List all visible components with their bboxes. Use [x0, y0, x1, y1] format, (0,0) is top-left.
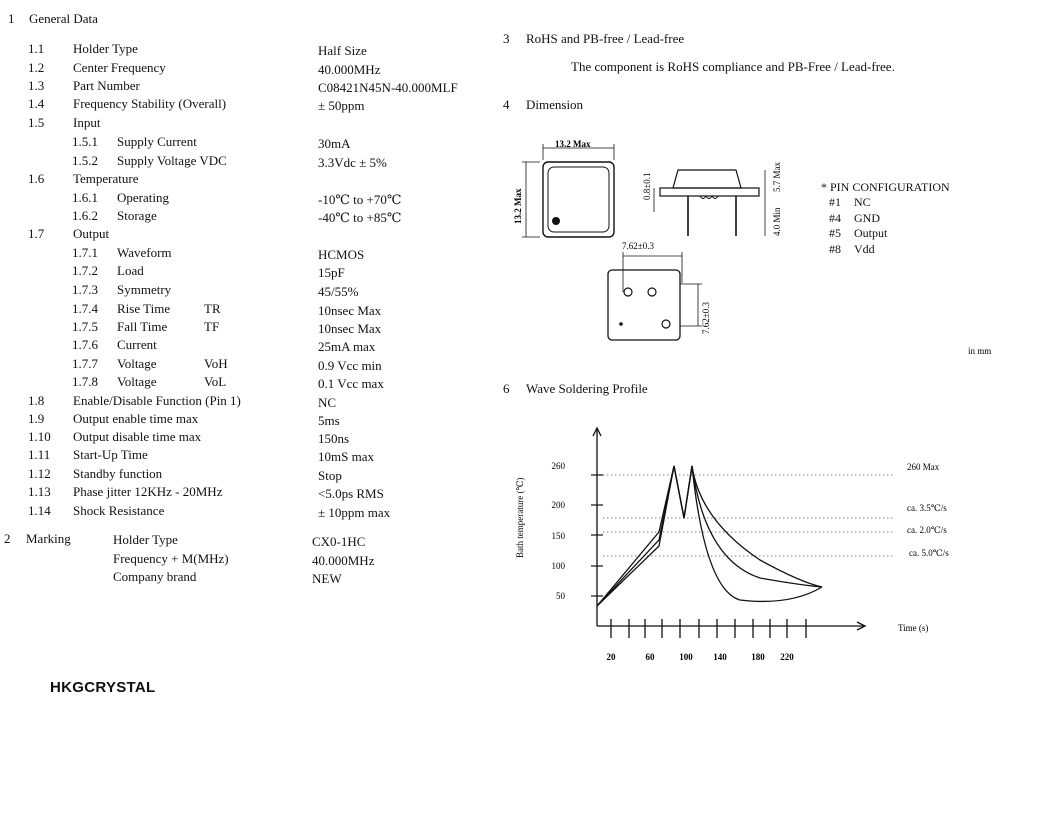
spec-value: Half Size	[318, 43, 367, 58]
spec-label: Output	[73, 226, 110, 241]
spec-symbol: VoH	[204, 356, 228, 371]
dim-pin-spacing-x-label: 7.62±0.3	[622, 241, 654, 251]
marking-value: 40.000MHz	[312, 553, 375, 568]
spec-label: Output disable time max	[73, 429, 202, 444]
spec-number: 1.6.1	[72, 190, 98, 205]
x-tick-label: 220	[780, 652, 794, 662]
y-tick-label: 200	[551, 500, 565, 510]
pin-number: #1	[829, 195, 841, 209]
spec-value: 10nsec Max	[318, 321, 382, 336]
section-2-number: 2	[4, 531, 11, 546]
spec-number: 1.7.2	[72, 263, 98, 278]
spec-number: 1.6	[28, 171, 45, 186]
y-tick-label: 260	[551, 461, 565, 471]
dim-pin-spacing-y-label: 7.62±0.3	[701, 302, 711, 334]
spec-value: Stop	[318, 468, 342, 483]
y-axis-label: Bath temperature (℃)	[515, 477, 525, 558]
spec-value: ± 50ppm	[318, 98, 365, 113]
spec-value: 25mA max	[318, 339, 376, 354]
spec-number: 1.7.6	[72, 337, 98, 352]
marking-label: Frequency + M(MHz)	[113, 551, 229, 566]
section-6-number: 6	[503, 381, 510, 396]
spec-number: 1.2	[28, 60, 45, 75]
company-brand-logo: HKGCRYSTAL	[50, 679, 156, 696]
spec-value: 150ns	[318, 431, 350, 446]
profile-series-line	[597, 466, 822, 606]
spec-value: 10nsec Max	[318, 303, 382, 318]
spec-label: Supply Voltage VDC	[117, 153, 227, 168]
spec-number: 1.1	[28, 41, 45, 56]
section-3-number: 3	[503, 31, 510, 46]
spec-symbol: VoL	[204, 374, 227, 389]
spec-label: Voltage	[117, 374, 157, 389]
spec-label: Center Frequency	[73, 60, 166, 75]
spec-value: HCMOS	[318, 247, 365, 262]
pin-name: Vdd	[854, 241, 875, 256]
x-tick-label: 20	[606, 652, 616, 662]
spec-value: -40℃ to +85℃	[318, 210, 402, 225]
spec-number: 1.10	[28, 429, 51, 444]
spec-label: Current	[117, 337, 157, 352]
pin-number: #5	[829, 226, 841, 240]
spec-value: 0.1 Vcc max	[318, 376, 384, 391]
spec-value: 40.000MHz	[318, 62, 381, 77]
spec-value: C08421N45N-40.000MLF	[318, 80, 458, 95]
spec-label: Start-Up Time	[73, 447, 148, 462]
chart-annotation: ca. 2.0℃/s	[907, 525, 947, 535]
spec-value: 45/55%	[318, 284, 359, 299]
spec-number: 1.7.4	[72, 301, 98, 316]
spec-value: <5.0ps RMS	[318, 486, 384, 501]
x-tick-label: 140	[713, 652, 727, 662]
pin-name: NC	[854, 195, 871, 209]
spec-value: -10℃ to +70℃	[318, 192, 402, 207]
spec-label: Voltage	[117, 356, 157, 371]
spec-number: 1.7.1	[72, 245, 98, 260]
spec-value: 30mA	[318, 136, 351, 151]
y-tick-label: 100	[551, 561, 565, 571]
profile-series-line	[597, 466, 822, 606]
spec-value: ± 10ppm max	[318, 505, 391, 520]
x-tick-label: 60	[645, 652, 655, 662]
spec-value: 5ms	[318, 413, 340, 428]
spec-label: Enable/Disable Function (Pin 1)	[73, 393, 241, 408]
spec-value: 10mS max	[318, 449, 374, 464]
spec-label: Supply Current	[117, 134, 197, 149]
pin-name: Output	[854, 226, 888, 240]
y-tick-label: 50	[556, 591, 565, 601]
pin-name: GND	[854, 210, 880, 225]
dim-lead-length-label: 4.0 Min	[772, 207, 782, 236]
spec-label: Temperature	[73, 171, 139, 186]
spec-number: 1.4	[28, 96, 45, 111]
marking-value: CX0-1HC	[312, 534, 366, 549]
spec-number: 1.5.2	[72, 153, 98, 168]
section-3-title: RoHS and PB-free / Lead-free	[526, 31, 685, 46]
section-2-title: Marking	[26, 531, 71, 546]
x-tick-label: 180	[751, 652, 765, 662]
section-4-number: 4	[503, 97, 510, 112]
spec-number: 1.3	[28, 78, 45, 93]
section-1-number: 1	[8, 11, 15, 26]
spec-number: 1.9	[28, 411, 45, 426]
chart-annotation: ca. 3.5℃/s	[907, 503, 947, 513]
y-tick-label: 150	[551, 531, 565, 541]
spec-label: Shock Resistance	[73, 503, 165, 518]
spec-symbol: TR	[204, 301, 221, 316]
spec-label: Storage	[117, 208, 157, 223]
spec-number: 1.7.8	[72, 374, 98, 389]
marking-label: Holder Type	[113, 532, 178, 547]
spec-label: Fall Time	[117, 319, 168, 334]
spec-label: Output enable time max	[73, 411, 199, 426]
spec-label: Rise Time	[117, 301, 171, 316]
spec-label: Load	[117, 263, 144, 278]
spec-number: 1.14	[28, 503, 51, 518]
section-1-title: General Data	[29, 11, 98, 26]
spec-symbol: TF	[204, 319, 220, 334]
dim-lead-offset-label: 0.8±0.1	[642, 172, 652, 200]
pin-config-title: * PIN CONFIGURATION	[821, 180, 950, 194]
spec-number: 1.7.7	[72, 356, 98, 371]
pin-number: #8	[829, 241, 841, 256]
spec-label: Standby function	[73, 466, 163, 481]
spec-number: 1.12	[28, 466, 51, 481]
rohs-statement: The component is RoHS compliance and PB-Free / Lead-free.	[571, 59, 895, 74]
chart-annotation: 260 Max	[907, 462, 940, 472]
spec-value: 0.9 Vcc min	[318, 358, 382, 373]
spec-number: 1.6.2	[72, 208, 98, 223]
spec-number: 1.5	[28, 115, 45, 130]
spec-value: 15pF	[318, 265, 345, 280]
spec-number: 1.7.3	[72, 282, 98, 297]
dim-body-height-label: 5.7 Max	[772, 162, 782, 192]
x-tick-label: 100	[679, 652, 693, 662]
dim-width-label: 13.2 Max	[555, 139, 591, 149]
section-6-title: Wave Soldering Profile	[526, 381, 648, 396]
spec-value: NC	[318, 395, 337, 410]
spec-label: Waveform	[117, 245, 172, 260]
spec-number: 1.7	[28, 226, 45, 241]
x-axis-label: Time (s)	[898, 623, 929, 633]
spec-number: 1.7.5	[72, 319, 98, 334]
spec-number: 1.8	[28, 393, 45, 408]
chart-annotation: ca. 5.0℃/s	[909, 548, 949, 558]
dim-height-label: 13.2 Max	[513, 188, 523, 224]
marking-label: Company brand	[113, 569, 197, 584]
marking-value: NEW	[312, 571, 342, 586]
pin-number: #4	[829, 210, 841, 225]
spec-label: Input	[73, 115, 101, 130]
section-4-title: Dimension	[526, 97, 584, 112]
spec-number: 1.13	[28, 484, 51, 499]
profile-series-line	[597, 466, 822, 606]
unit-label: in mm	[968, 346, 992, 356]
spec-label: Symmetry	[117, 282, 172, 297]
spec-number: 1.5.1	[72, 134, 98, 149]
spec-label: Frequency Stability (Overall)	[73, 96, 227, 111]
spec-label: Phase jitter 12KHz - 20MHz	[73, 484, 223, 499]
spec-label: Part Number	[73, 78, 140, 93]
spec-label: Operating	[117, 190, 169, 205]
spec-label: Holder Type	[73, 41, 138, 56]
spec-number: 1.11	[28, 447, 51, 462]
spec-value: 3.3Vdc ± 5%	[318, 155, 387, 170]
